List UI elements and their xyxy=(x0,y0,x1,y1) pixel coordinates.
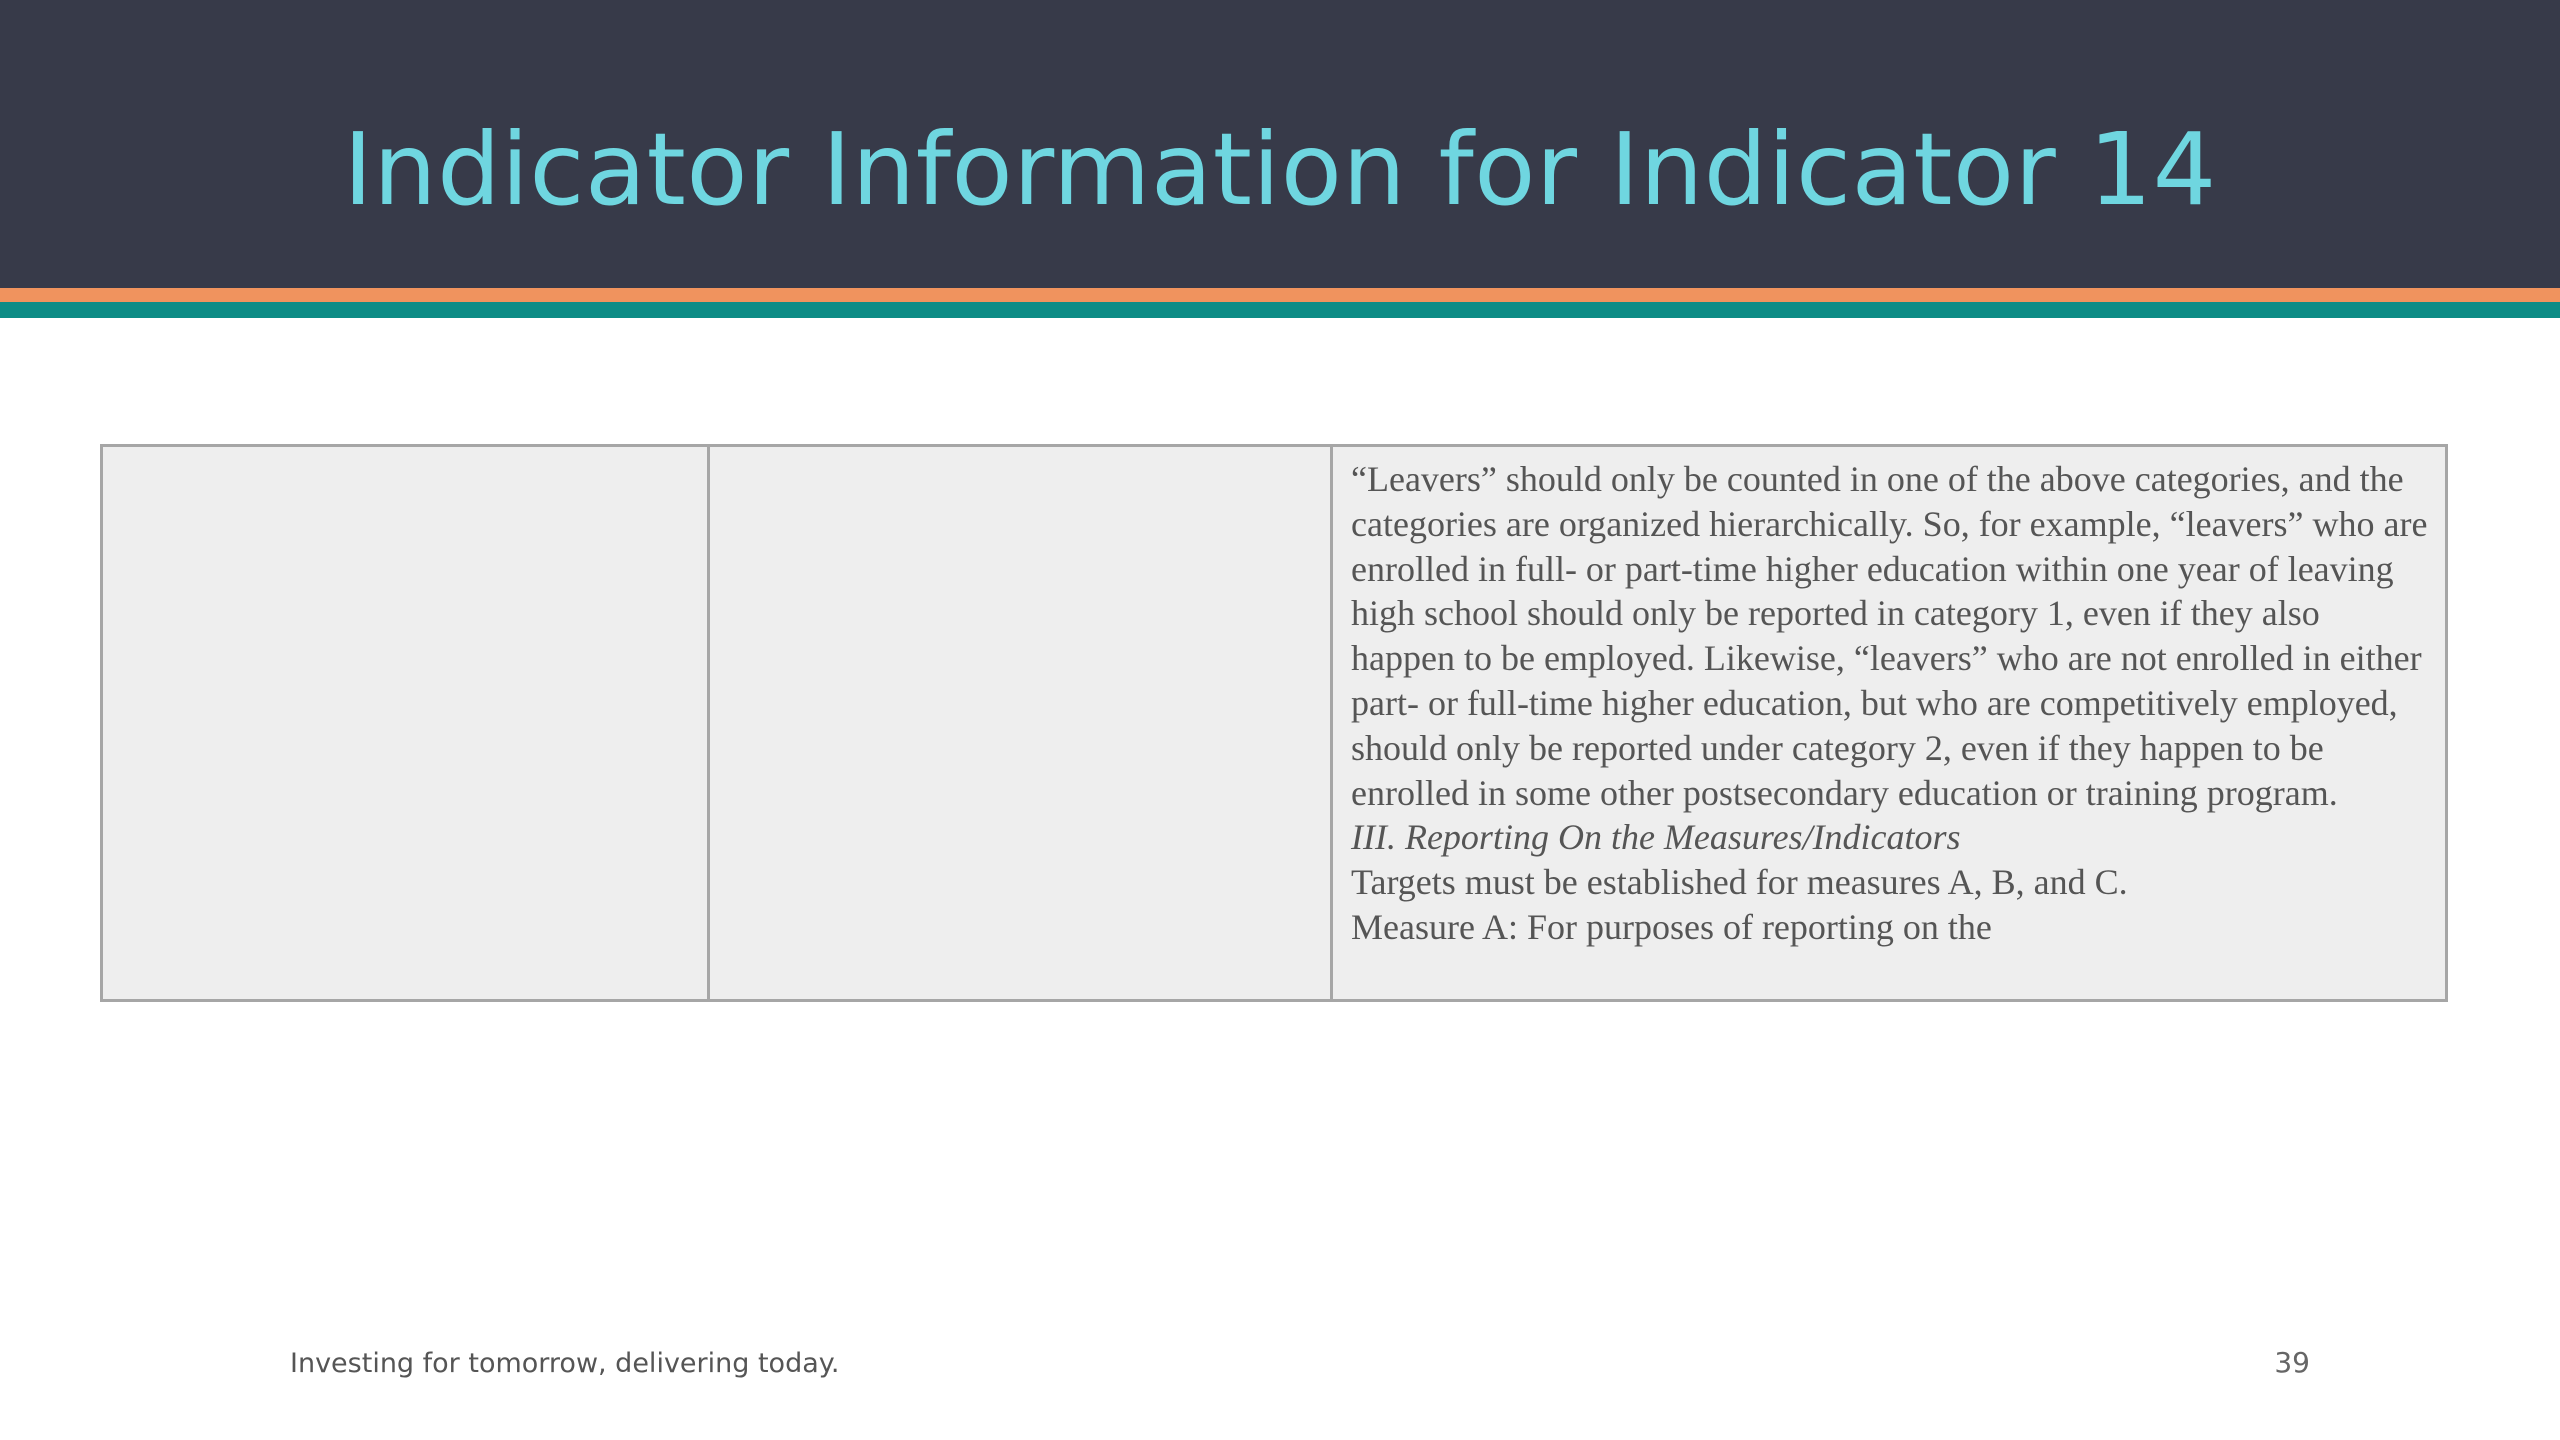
page-number: 39 xyxy=(2274,1346,2310,1379)
section-heading: III. Reporting On the Measures/Indicators xyxy=(1351,817,1961,858)
leavers-paragraph: “Leavers” should only be counted in one of the above categories, and the categories are organized hierarchically. So, for example, “leavers” who are enrolled in full- or part-time higher education within one year of leaving high school should only be reported in category 1, even if they also happen to be employed. Likewise, “leavers” who are not enrolled in either part- or full-time higher education, but who are competitively employed, should only be reported under category 2, even if they happen to be enrolled in some other postsecondary education or training program. xyxy=(1351,459,2428,813)
table-cell-text xyxy=(1332,446,2447,1001)
indicator-info-table xyxy=(100,444,2448,1002)
header-accent-stripe-orange xyxy=(0,288,2560,302)
measure-a-paragraph: Measure A: For purposes of reporting on the xyxy=(1351,906,1992,947)
table-cell-empty-2 xyxy=(709,446,1332,1001)
slide-header xyxy=(0,0,2560,288)
header-accent-stripe-teal xyxy=(0,302,2560,318)
targets-paragraph: Targets must be established for measures A, B, and C. xyxy=(1351,862,2128,903)
footer-tagline: Investing for tomorrow, delivering today. xyxy=(290,1348,840,1379)
slide-title: Indicator Information for Indicator 14 xyxy=(343,111,2217,228)
table-cell-empty-1 xyxy=(102,446,709,1001)
table-row xyxy=(102,446,2447,1001)
